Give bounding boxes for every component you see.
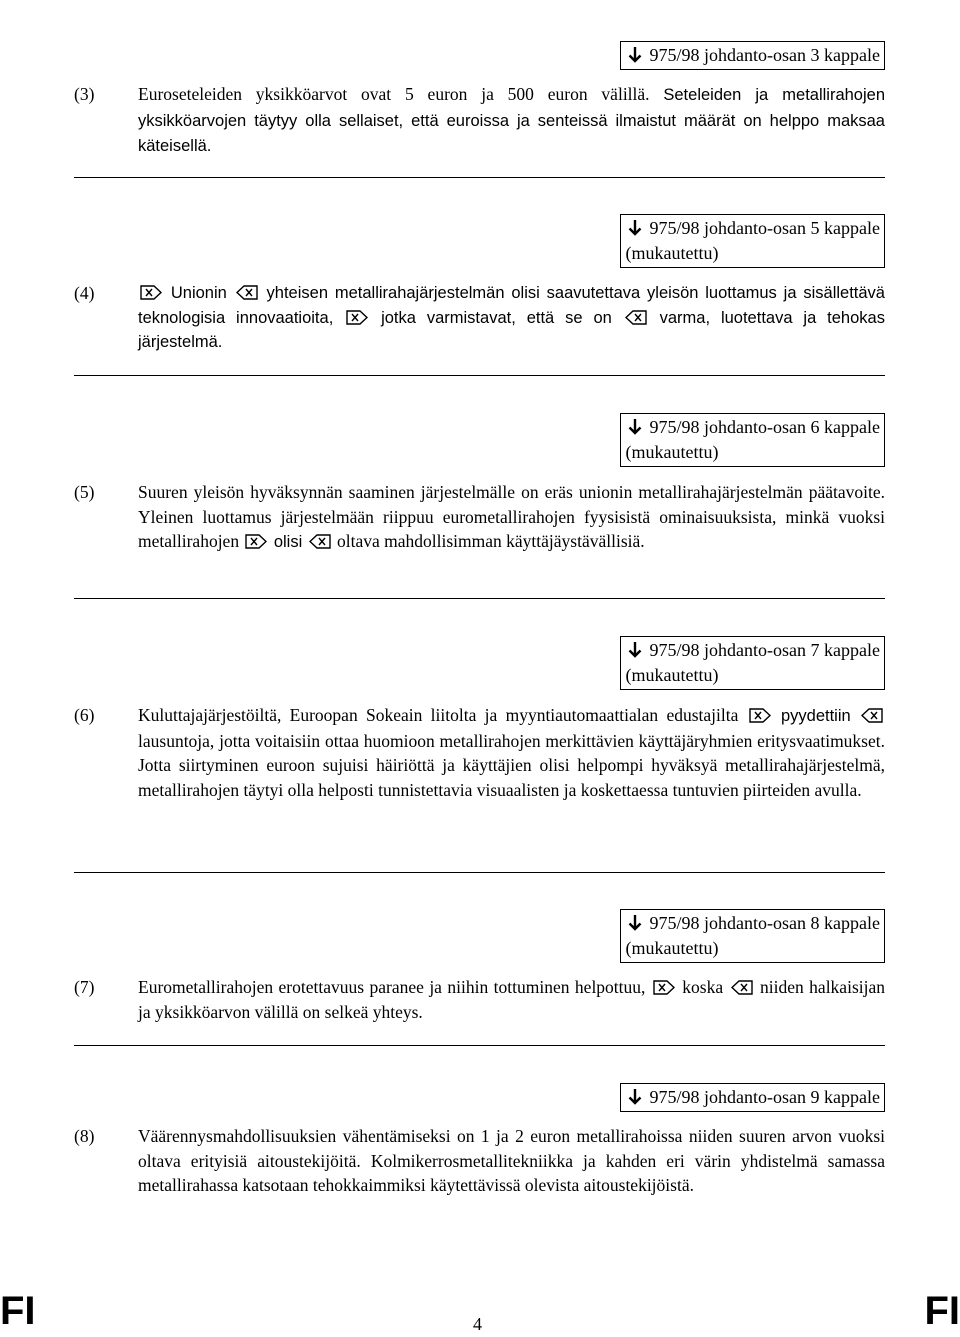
- reference-line: 975/98 johdanto-osan 3 kappale: [626, 43, 880, 68]
- recital-number: (5): [74, 482, 95, 502]
- reference-line: 975/98 johdanto-osan 5 kappale: [626, 216, 880, 241]
- recital-text: Kuluttajajärjestöiltä, Euroopan Sokeain liitolta ja myyntiautomaattialan edustajilta pyydettiin lausuntoja, jotta voitaisiin ottaa huomioon metallirahojen merkittävien käyttäjäryhmien eritysvaatimukset. Jotta siirtyminen euroon sujuisi häiriöttä ja käyttäjien olisi helpompi hyväksyä metallirahajärjestelmä, metallirahojen täytyi olla helposti tunnistettavia visuaalisten ja koskettaessa tuntuvien piirteiden avulla.: [138, 705, 885, 800]
- insert-start-marker-icon: [653, 980, 675, 995]
- recital-paragraph: [74, 281, 885, 355]
- recital-paragraph: [74, 703, 885, 802]
- down-arrow-icon: [626, 219, 644, 237]
- language-code-right: FI: [924, 1289, 960, 1333]
- reference-note: (mukautettu): [625, 665, 719, 685]
- recital-number: (7): [74, 977, 95, 997]
- recital-text: Väärennysmahdollisuuksien vähentämiseksi on 1 ja 2 euron metallirahoissa niiden suuren arvon vuoksi oltava erityisiä aitoustekijöitä. Kolmikerrosmetallitekniikka ja kahden eri värin yhdistelmä samassa metallirahassa katsotaan tehokkaimmiksi käytettävissä olevista aitoustekijöistä.: [138, 1126, 886, 1196]
- reference-box: [620, 636, 885, 690]
- insert-end-marker-icon: [236, 285, 258, 300]
- down-arrow-icon: [626, 418, 644, 436]
- insert-end-marker-icon: [861, 708, 883, 723]
- reference-box: [620, 214, 885, 268]
- down-arrow-icon: [626, 914, 644, 932]
- reference-line: 975/98 johdanto-osan 8 kappale: [626, 911, 880, 936]
- insert-end-marker-icon: [309, 534, 331, 549]
- reference-line: 975/98 johdanto-osan 6 kappale: [626, 415, 880, 440]
- recital-paragraph: [74, 975, 885, 1024]
- section-divider: [74, 598, 885, 599]
- insert-start-marker-icon: [140, 285, 162, 300]
- reference-box: [620, 41, 885, 70]
- language-code-left: FI: [0, 1289, 36, 1333]
- recital-paragraph: [74, 1124, 885, 1198]
- section-divider: [74, 375, 885, 376]
- reference-note: (mukautettu): [625, 938, 719, 958]
- reference-line: 975/98 johdanto-osan 9 kappale: [626, 1085, 880, 1110]
- down-arrow-icon: [626, 641, 644, 659]
- recital-text: Suuren yleisön hyväksynnän saaminen järjestelmälle on eräs unionin metallirahajärjestelmän päätavoite. Yleinen luottamus järjestelmään riippuu eurometallirahojen fyysisistä ominaisuuksista, minkä vuoksi metallirahojen olisi oltava mahdollisimman käyttäjäystävällisiä.: [138, 482, 885, 552]
- reference-note: (mukautettu): [625, 442, 719, 462]
- recital-paragraph: [74, 82, 885, 159]
- recital-paragraph: [74, 480, 885, 555]
- recital-text: Eurometallirahojen erotettavuus paranee ja niihin tottuminen helpottuu, koska niiden halkaisijan ja yksikköarvon välillä on selkeä yhteys.: [138, 977, 885, 1022]
- reference-line: 975/98 johdanto-osan 7 kappale: [626, 638, 880, 663]
- recital-text: Unionin yhteisen metallirahajärjestelmän olisi saavutettava yleisön luottamus ja sisällettävä teknologisia innovaatioita, jotka varmistavat, että se on varma, luotettava ja tehokas järjestelmä.: [138, 284, 885, 352]
- page-number: 4: [473, 1314, 482, 1334]
- section-divider: [74, 872, 885, 873]
- reference-box: [620, 413, 885, 467]
- recital-number: (6): [74, 705, 95, 725]
- insert-start-marker-icon: [346, 310, 368, 325]
- recital-text: Euroseteleiden yksikköarvot ovat 5 euron ja 500 euron välillä. Seteleiden ja metallirahojen yksikköarvojen täytyy olla sellaiset, että euroissa ja senteissä ilmaistut määrät on helppo maksaa käteisellä.: [138, 84, 885, 156]
- section-divider: [74, 1045, 885, 1046]
- recital-number: (8): [74, 1126, 95, 1146]
- insert-start-marker-icon: [245, 534, 267, 549]
- section-divider: [74, 177, 885, 178]
- insert-start-marker-icon: [749, 708, 771, 723]
- reference-note: (mukautettu): [625, 243, 719, 263]
- down-arrow-icon: [626, 1088, 644, 1106]
- recital-number: (4): [74, 283, 95, 303]
- insert-end-marker-icon: [625, 310, 647, 325]
- down-arrow-icon: [626, 46, 644, 64]
- reference-box: [620, 1083, 885, 1112]
- insert-end-marker-icon: [731, 980, 753, 995]
- reference-box: [620, 909, 885, 963]
- recital-number: (3): [74, 84, 95, 104]
